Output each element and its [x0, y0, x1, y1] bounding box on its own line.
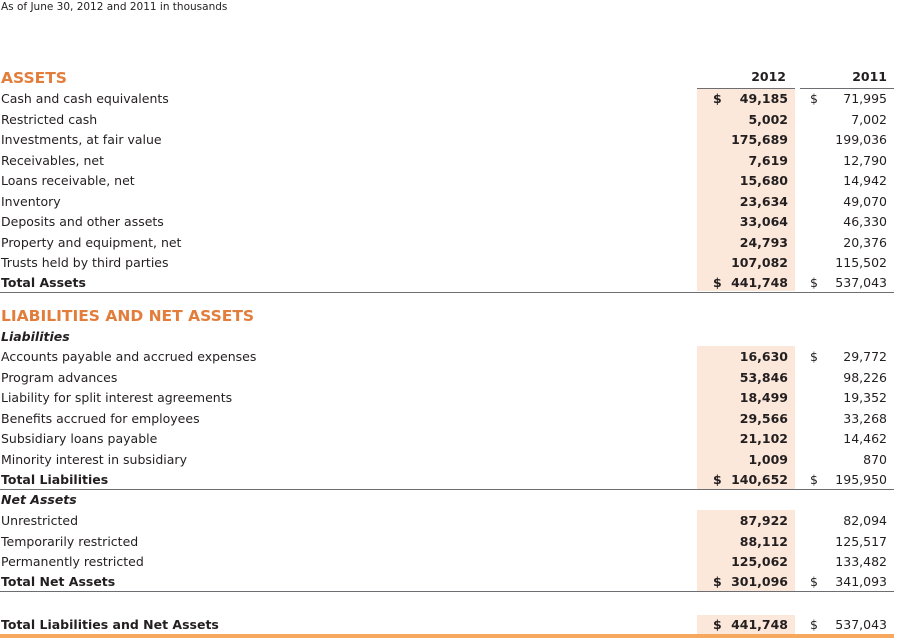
total-assets-rule: [0, 292, 894, 293]
currency-2011: $: [810, 574, 818, 589]
currency-2012: $: [713, 275, 722, 290]
row-label: Inventory: [1, 193, 61, 209]
table-row: [0, 212, 894, 232]
value-2011: 49,070: [843, 193, 887, 209]
value-2011: 82,094: [843, 513, 887, 528]
value-2012: 49,185: [739, 91, 788, 106]
value-2012: 88,112: [739, 533, 788, 549]
value-2011: 133,482: [835, 554, 887, 569]
row-label: Investments, at fair value: [1, 132, 162, 147]
value-2012: 29,566: [739, 410, 788, 426]
subtitle: As of June 30, 2012 and 2011 in thousands: [1, 1, 228, 13]
table-row: [0, 409, 894, 429]
total-net-assets-row: [0, 572, 894, 592]
row-label: Temporarily restricted: [1, 533, 139, 549]
value-2012: 441,748: [731, 275, 788, 290]
value-2011: 341,093: [835, 574, 887, 589]
row-label: Program advances: [1, 369, 118, 385]
table-row: [0, 171, 894, 191]
currency-2011: $: [810, 275, 818, 290]
row-label: Restricted cash: [1, 111, 98, 127]
section-assets: ASSETS: [1, 69, 67, 87]
grand-total-row: [0, 615, 894, 635]
table-row: [0, 347, 894, 367]
table-row: [0, 429, 894, 449]
total-liabilities-row: [0, 470, 894, 490]
table-row: [0, 388, 894, 408]
table-row: [0, 89, 894, 109]
row-label: Cash and cash equivalents: [1, 91, 169, 106]
table-row: [0, 253, 894, 273]
row-label: Minority interest in subsidiary: [1, 451, 187, 467]
value-2011: 195,950: [835, 472, 887, 487]
value-2012: 15,680: [739, 173, 788, 188]
section-liabilities-net-assets: LIABILITIES AND NET ASSETS: [1, 307, 255, 325]
table-row: [0, 532, 894, 552]
header-2011: 2011: [852, 69, 887, 84]
row-label: Total Assets: [1, 275, 86, 290]
value-2012: 18,499: [739, 390, 788, 405]
value-2012: 107,082: [731, 255, 788, 270]
value-2011: 29,772: [843, 349, 887, 364]
currency-2011: $: [810, 617, 818, 632]
value-2012: 140,652: [731, 472, 788, 487]
table-row: [0, 511, 894, 531]
row-label: Property and equipment, net: [1, 234, 182, 250]
subsection-liabilities: Liabilities: [1, 329, 70, 344]
row-label: Subsidiary loans payable: [1, 431, 158, 446]
currency-2012: $: [713, 574, 722, 589]
value-2012: 175,689: [731, 132, 788, 147]
value-2012: 87,922: [739, 513, 788, 528]
value-2011: 7,002: [851, 111, 887, 127]
table-row: [0, 552, 894, 572]
currency-2011: $: [810, 472, 818, 487]
header-2012: 2012: [751, 69, 786, 84]
value-2011: 537,043: [835, 617, 887, 632]
value-2011: 199,036: [835, 132, 887, 147]
value-2011: 12,790: [843, 152, 887, 168]
value-2012: 441,748: [731, 617, 788, 632]
row-label: Permanently restricted: [1, 554, 144, 569]
total-assets-row: [0, 273, 894, 293]
value-2011: 46,330: [843, 214, 887, 229]
value-2011: 537,043: [835, 275, 887, 290]
table-row: [0, 368, 894, 388]
row-label: Total Liabilities and Net Assets: [1, 617, 219, 632]
subsection-net-assets: Net Assets: [1, 492, 77, 507]
currency-2011: $: [810, 349, 818, 364]
value-2012: 1,009: [748, 451, 788, 467]
value-2012: 16,630: [739, 349, 788, 364]
value-2012: 23,634: [739, 193, 788, 209]
currency-2011: $: [810, 91, 818, 106]
row-label: Benefits accrued for employees: [1, 410, 200, 426]
value-2011: 14,462: [843, 431, 887, 446]
value-2012: 125,062: [731, 554, 788, 569]
value-2011: 125,517: [835, 533, 887, 549]
value-2012: 24,793: [739, 234, 788, 250]
total-liabilities-rule: [0, 489, 894, 490]
table-row: [0, 450, 894, 470]
value-2011: 33,268: [843, 410, 887, 426]
value-2011: 14,942: [843, 173, 887, 188]
table-row: [0, 130, 894, 150]
currency-2012: $: [713, 617, 722, 632]
value-2012: 53,846: [739, 369, 788, 385]
table-row: [0, 192, 894, 212]
value-2011: 71,995: [843, 91, 887, 106]
currency-2012: $: [713, 472, 722, 487]
value-2011: 19,352: [843, 390, 887, 405]
value-2011: 20,376: [843, 234, 887, 250]
row-label: Loans receivable, net: [1, 173, 135, 188]
value-2011: 115,502: [835, 255, 887, 270]
table-row: [0, 151, 894, 171]
row-label: Unrestricted: [1, 513, 79, 528]
value-2011: 870: [863, 451, 887, 467]
value-2011: 98,226: [843, 369, 887, 385]
row-label: Trusts held by third parties: [1, 255, 169, 270]
total-net-assets-rule: [0, 591, 894, 592]
row-label: Total Liabilities: [1, 472, 109, 487]
value-2012: 301,096: [731, 574, 788, 589]
value-2012: 21,102: [739, 431, 788, 446]
row-label: Total Net Assets: [1, 574, 116, 589]
row-label: Deposits and other assets: [1, 214, 164, 229]
table-row: [0, 233, 894, 253]
row-label: Receivables, net: [1, 152, 104, 168]
row-label: Liability for split interest agreements: [1, 390, 233, 405]
currency-2012: $: [713, 91, 722, 106]
table-row: [0, 110, 894, 130]
row-label: Accounts payable and accrued expenses: [1, 349, 257, 364]
value-2012: 7,619: [748, 152, 788, 168]
value-2012: 33,064: [739, 214, 788, 229]
value-2012: 5,002: [748, 111, 788, 127]
